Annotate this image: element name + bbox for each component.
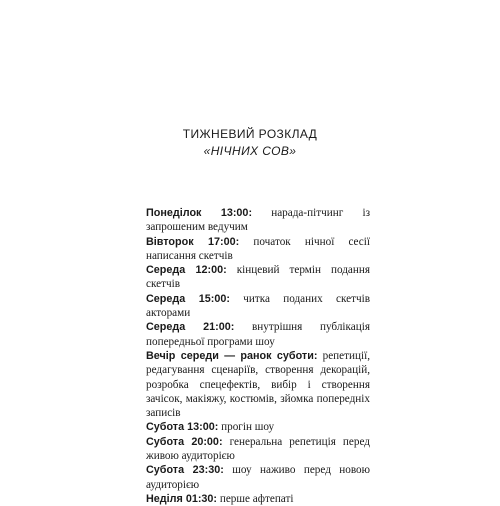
page-subtitle: «НІЧНИХ СОВ»: [203, 144, 297, 158]
schedule-entry: [146, 435, 370, 464]
schedule-activity: репетиції, редагування сценаріїв, створення декорацій, розробка спецефектів, вибір і створення зачісок, макіяжу, костюмів, зйомка попередніх записів: [146, 349, 370, 420]
schedule-activity: читка поданих скетчів акторами: [146, 292, 370, 320]
schedule-time: Понеділок 13:00:: [146, 207, 253, 219]
schedule-list: [146, 206, 370, 506]
schedule-activity: перше афтепаті: [217, 492, 294, 505]
page-title: ТИЖНЕВИЙ РОЗКЛАД: [182, 127, 318, 141]
schedule-entry: [146, 292, 370, 321]
title-block: [0, 126, 500, 160]
schedule-entry: [146, 320, 370, 349]
schedule-activity: кінцевий термін подання скетчів: [146, 264, 370, 291]
schedule-activity: початок нічної сесії написання скетчів: [146, 235, 370, 262]
schedule-entry: [146, 420, 370, 434]
schedule-time: Субота 23:30:: [146, 464, 224, 477]
schedule-time: Вечір середи — ранок суботи:: [146, 349, 318, 362]
schedule-time: Вівторок 17:00:: [146, 235, 240, 248]
schedule-entry: [146, 349, 370, 420]
schedule-entry: [146, 492, 370, 506]
schedule-entry: [146, 263, 370, 292]
schedule-time: Неділя 01:30:: [146, 492, 218, 505]
schedule-time: Середа 15:00:: [146, 292, 230, 305]
schedule-entry: [146, 206, 370, 235]
schedule-time: Середа 21:00:: [146, 321, 235, 334]
schedule-entry: [146, 463, 370, 492]
schedule-time: Субота 20:00:: [146, 435, 223, 448]
schedule-time: Середа 12:00:: [146, 264, 227, 277]
schedule-activity: генеральна репетиція перед живою аудиторією: [146, 435, 370, 463]
schedule-activity: шоу наживо перед новою аудиторією: [146, 464, 370, 491]
schedule-activity: нарада-пітчинг із запрошеним ведучим: [146, 207, 370, 234]
schedule-activity: внутрішня публікація попередньої програми шоу: [146, 321, 370, 348]
schedule-activity: прогін шоу: [218, 421, 275, 434]
schedule-time: Субота 13:00:: [146, 421, 219, 434]
schedule-entry: [146, 235, 370, 264]
